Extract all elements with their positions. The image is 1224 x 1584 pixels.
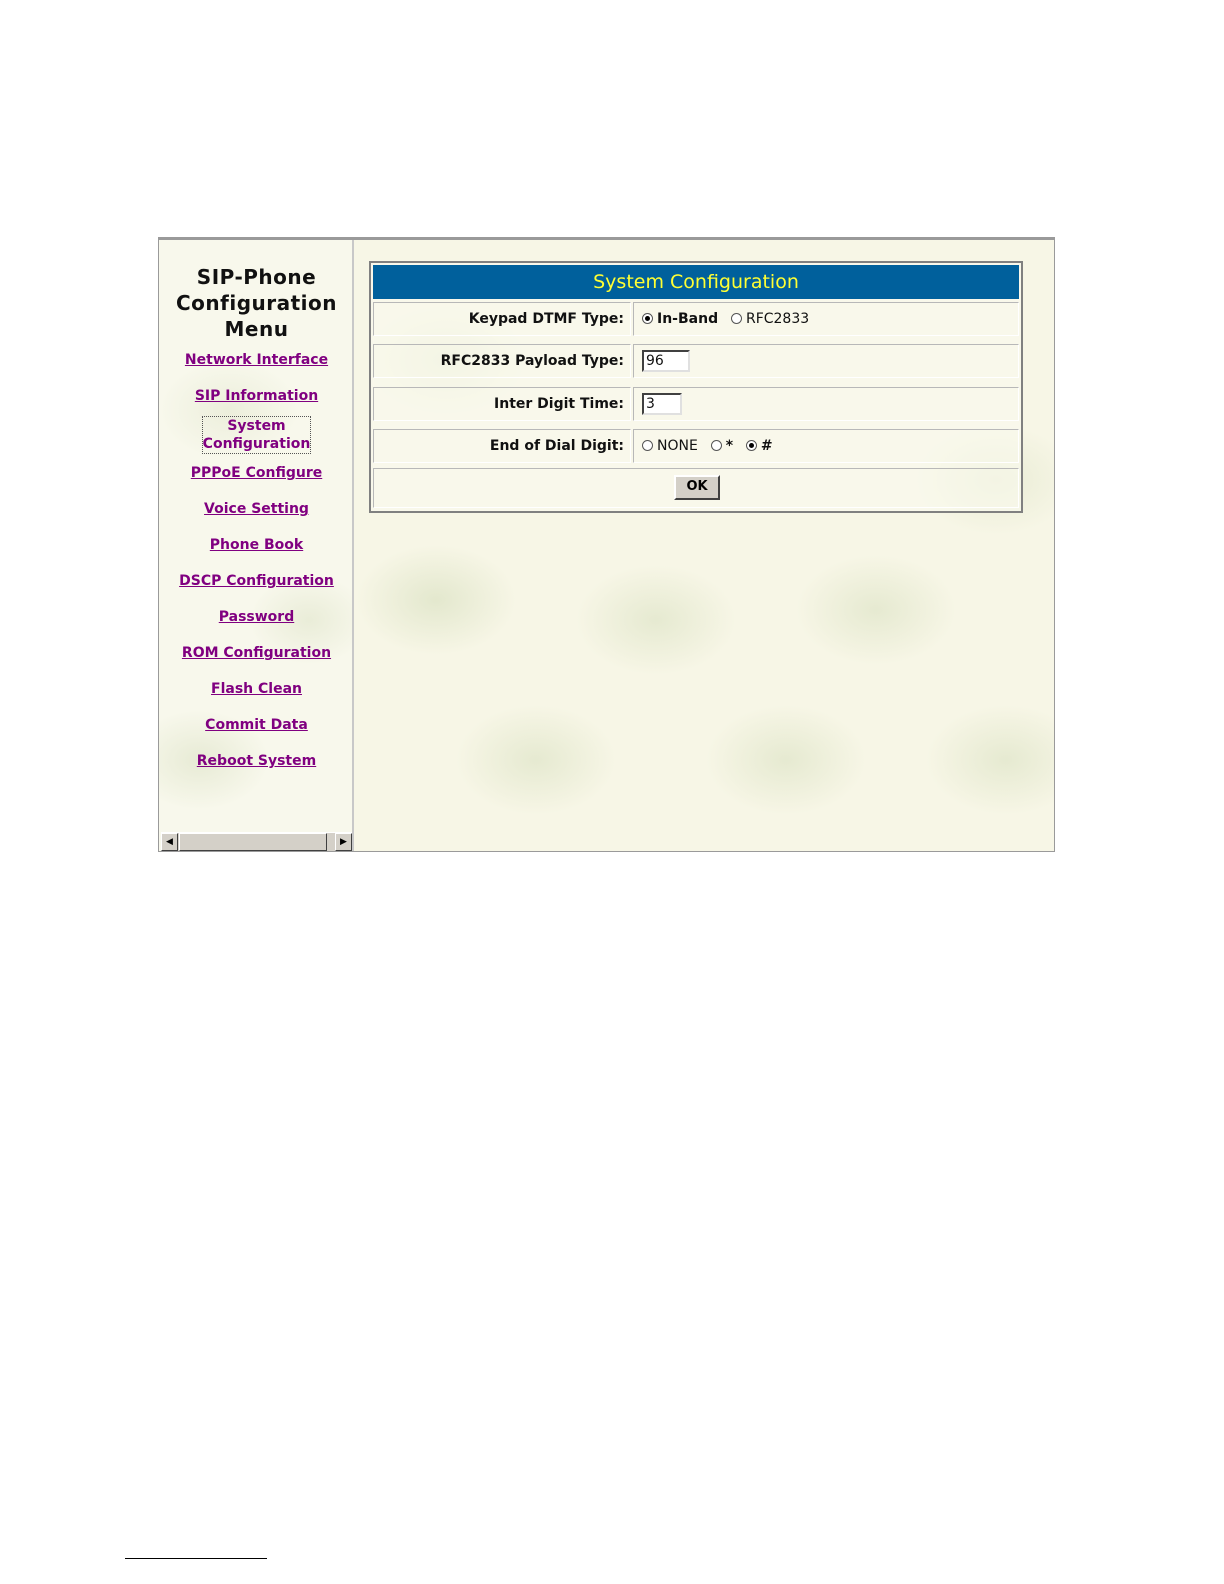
keypad-dtmf-options — [633, 302, 1019, 336]
menu-frame — [159, 240, 354, 851]
menu-link-dscp-configuration[interactable]: DSCP Configuration — [179, 573, 334, 589]
menu-link-password[interactable]: Password — [218, 609, 295, 625]
dtmf-option-rfc2833-label: RFC2833 — [745, 311, 810, 327]
footnote-rule — [125, 1558, 267, 1559]
content-frame — [356, 240, 1054, 851]
menu-link-voice-setting[interactable]: Voice Setting — [204, 501, 309, 517]
radio-button-icon[interactable] — [731, 313, 742, 324]
menu-title-line-3: Menu — [224, 317, 289, 341]
menu-link-system-configuration[interactable] — [159, 417, 354, 453]
keypad-dtmf-label: Keypad DTMF Type: — [373, 302, 631, 336]
menu-link-system-line-2: Configuration — [202, 436, 311, 452]
radio-button-icon[interactable] — [711, 440, 722, 451]
menu-title-line-1: SIP-Phone — [196, 265, 317, 289]
menu-link-rom-configuration[interactable]: ROM Configuration — [181, 645, 332, 661]
scroll-left-button[interactable] — [161, 833, 178, 851]
dtmf-option-rfc2833[interactable] — [731, 303, 809, 335]
dtmf-option-in-band-label: In-Band — [657, 311, 719, 327]
menu-link-system-configuration-label — [203, 417, 311, 453]
radio-button-icon[interactable] — [746, 440, 757, 451]
inter-digit-time-cell — [633, 387, 1019, 421]
menu-link-commit-data[interactable]: Commit Data — [205, 717, 308, 733]
horizontal-scrollbar[interactable] — [161, 832, 352, 851]
dial-option-star-label: * — [725, 438, 734, 454]
end-of-dial-label: End of Dial Digit: — [373, 429, 631, 463]
menu-link-flash-clean[interactable]: Flash Clean — [211, 681, 302, 697]
right-arrow-icon: ▶ — [340, 837, 347, 847]
menu-link-reboot-system[interactable]: Reboot System — [196, 753, 317, 769]
dial-option-star[interactable] — [711, 430, 733, 462]
inter-digit-time-label: Inter Digit Time: — [373, 387, 631, 421]
inter-digit-time-input[interactable]: 3 — [642, 393, 682, 415]
dial-option-none-label: NONE — [657, 438, 698, 454]
left-arrow-icon: ◀ — [166, 837, 173, 847]
payload-type-label: RFC2833 Payload Type: — [373, 344, 631, 378]
payload-type-input[interactable]: 96 — [642, 350, 690, 372]
dial-option-hash[interactable] — [746, 430, 773, 462]
dial-option-hash-label: # — [760, 438, 773, 454]
dtmf-option-in-band[interactable] — [642, 303, 718, 335]
end-of-dial-options — [633, 429, 1019, 463]
menu-title-line-2: Configuration — [175, 291, 338, 315]
scroll-right-button[interactable] — [335, 833, 352, 851]
radio-button-icon[interactable] — [642, 440, 653, 451]
scroll-thumb[interactable] — [179, 833, 327, 851]
menu-link-network-interface[interactable]: Network Interface — [184, 352, 329, 368]
menu-link-pppoe-configure[interactable]: PPPoE Configure — [190, 465, 323, 481]
menu-link-system-line-1: System — [227, 418, 286, 434]
payload-type-cell — [633, 344, 1019, 378]
radio-button-icon[interactable] — [642, 313, 653, 324]
browser-frame — [158, 237, 1055, 852]
menu-link-sip-information[interactable]: SIP Information — [194, 388, 319, 404]
ok-row — [373, 468, 1019, 508]
system-configuration-form — [369, 261, 1023, 513]
menu-link-phone-book[interactable]: Phone Book — [209, 537, 304, 553]
form-title: System Configuration — [373, 265, 1019, 299]
dial-option-none[interactable] — [642, 430, 698, 462]
ok-button[interactable]: OK — [674, 475, 720, 500]
menu-title — [159, 264, 354, 342]
